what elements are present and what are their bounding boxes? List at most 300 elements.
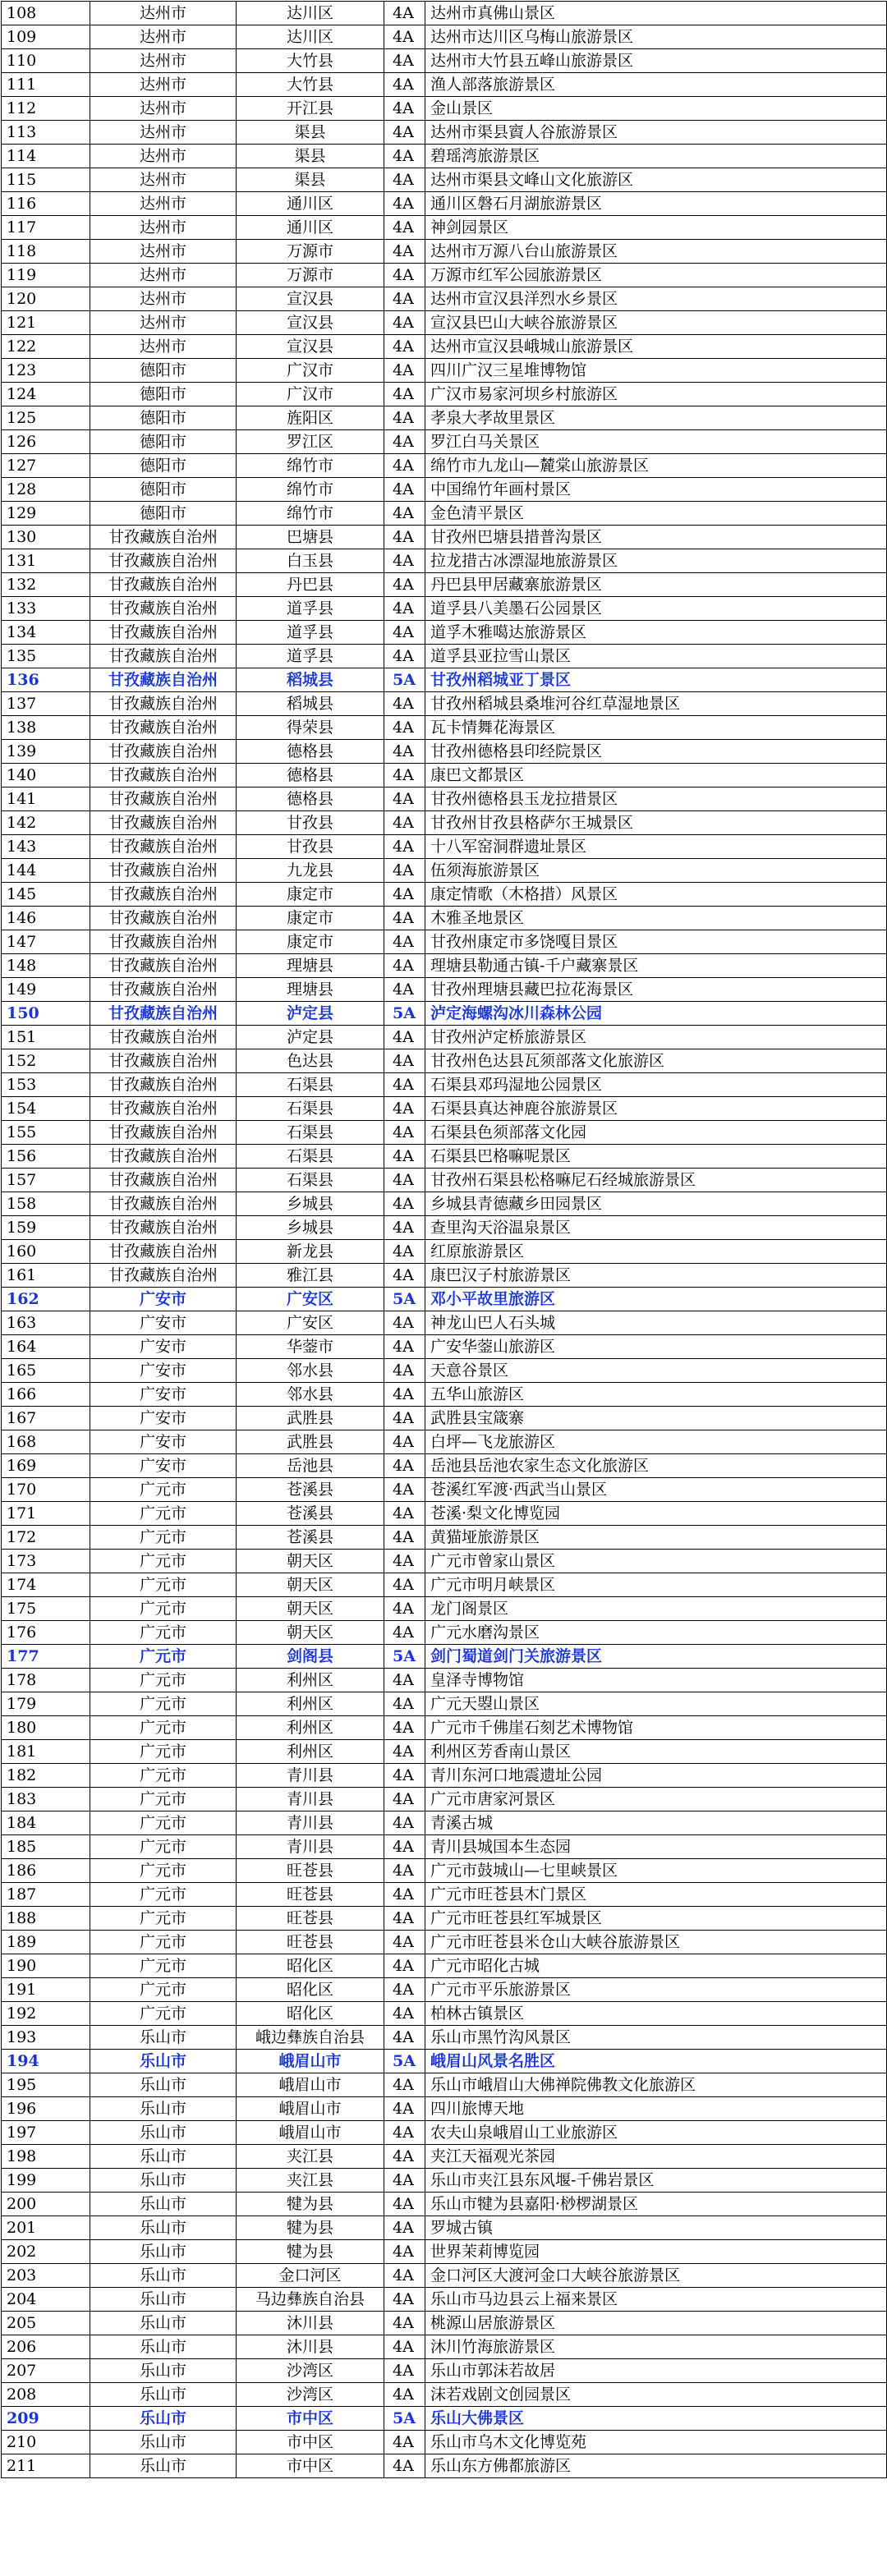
city-cell: 达州市	[90, 2, 237, 25]
scenic-name-cell: 石渠县真达神鹿谷旅游景区	[425, 1097, 887, 1121]
county-cell: 理塘县	[237, 954, 384, 978]
row-number-cell: 131	[2, 549, 90, 573]
row-number-cell: 152	[2, 1049, 90, 1073]
county-cell: 通川区	[237, 216, 384, 240]
scenic-name-cell: 岳池县岳池农家生态文化旅游区	[425, 1454, 887, 1478]
county-cell: 利州区	[237, 1692, 384, 1716]
scenic-name-cell: 黄猫垭旅游景区	[425, 1526, 887, 1550]
level-cell: 4A	[384, 2145, 425, 2169]
scenic-name-cell: 乐山东方佛都旅游区	[425, 2454, 887, 2478]
city-cell: 广元市	[90, 1716, 237, 1740]
table-row	[2, 764, 887, 787]
county-cell: 石渠县	[237, 1121, 384, 1145]
level-cell: 4A	[384, 1835, 425, 1859]
city-cell: 甘孜藏族自治州	[90, 1097, 237, 1121]
level-cell: 4A	[384, 2264, 425, 2288]
table-row	[2, 883, 887, 907]
scenic-name-cell: 苍溪·梨文化博览园	[425, 1502, 887, 1526]
level-cell: 4A	[384, 1931, 425, 1954]
scenic-name-cell: 石渠县巴格嘛呢景区	[425, 1145, 887, 1169]
scenic-name-cell: 石渠县邓玛湿地公园景区	[425, 1073, 887, 1097]
city-cell: 达州市	[90, 49, 237, 73]
county-cell: 旺苍县	[237, 1907, 384, 1931]
county-cell: 沙湾区	[237, 2359, 384, 2383]
county-cell: 邻水县	[237, 1359, 384, 1383]
table-row	[2, 2073, 887, 2097]
city-cell: 广元市	[90, 1621, 237, 1645]
table-row	[2, 1502, 887, 1526]
city-cell: 广安市	[90, 1454, 237, 1478]
row-number-cell: 148	[2, 954, 90, 978]
county-cell: 丹巴县	[237, 573, 384, 597]
county-cell: 大竹县	[237, 73, 384, 97]
table-row	[2, 1311, 887, 1335]
county-cell: 广安区	[237, 1288, 384, 1311]
county-cell: 乡城县	[237, 1192, 384, 1216]
scenic-name-cell: 沐川竹海旅游景区	[425, 2335, 887, 2359]
row-number-cell: 202	[2, 2240, 90, 2264]
level-cell: 4A	[384, 1097, 425, 1121]
county-cell: 万源市	[237, 264, 384, 287]
table-row	[2, 192, 887, 216]
level-cell: 5A	[384, 1288, 425, 1311]
city-cell: 乐山市	[90, 2026, 237, 2050]
level-cell: 4A	[384, 573, 425, 597]
level-cell: 4A	[384, 2312, 425, 2335]
row-number-cell: 133	[2, 597, 90, 621]
table-row	[2, 2454, 887, 2478]
level-cell: 4A	[384, 1478, 425, 1502]
table-row	[2, 1097, 887, 1121]
level-cell: 4A	[384, 2335, 425, 2359]
level-cell: 4A	[384, 2121, 425, 2145]
city-cell: 广安市	[90, 1430, 237, 1454]
row-number-cell: 114	[2, 145, 90, 168]
level-cell: 4A	[384, 1669, 425, 1692]
county-cell: 市中区	[237, 2454, 384, 2478]
table-row	[2, 406, 887, 430]
row-number-cell: 127	[2, 454, 90, 478]
city-cell: 甘孜藏族自治州	[90, 716, 237, 740]
level-cell: 4A	[384, 526, 425, 549]
scenic-name-cell: 甘孜州甘孜县格萨尔王城景区	[425, 811, 887, 835]
city-cell: 达州市	[90, 145, 237, 168]
level-cell: 4A	[384, 502, 425, 526]
level-cell: 4A	[384, 1954, 425, 1978]
level-cell: 4A	[384, 1978, 425, 2002]
county-cell: 沐川县	[237, 2335, 384, 2359]
level-cell: 4A	[384, 1526, 425, 1550]
scenic-name-cell: 丹巴县甲居藏寨旅游景区	[425, 573, 887, 597]
scenic-name-cell: 道孚县亚拉雪山景区	[425, 645, 887, 668]
county-cell: 苍溪县	[237, 1502, 384, 1526]
city-cell: 甘孜藏族自治州	[90, 930, 237, 954]
city-cell: 广元市	[90, 1811, 237, 1835]
scenic-name-cell: 武胜县宝箴寨	[425, 1407, 887, 1430]
table-row	[2, 1907, 887, 1931]
city-cell: 广元市	[90, 1550, 237, 1573]
table-row	[2, 2359, 887, 2383]
county-cell: 昭化区	[237, 1954, 384, 1978]
scenic-name-cell: 桃源山居旅游景区	[425, 2312, 887, 2335]
level-cell: 4A	[384, 883, 425, 907]
city-cell: 乐山市	[90, 2359, 237, 2383]
row-number-cell: 168	[2, 1430, 90, 1454]
scenic-name-cell: 皇泽寺博物馆	[425, 1669, 887, 1692]
county-cell: 泸定县	[237, 1002, 384, 1026]
row-number-cell: 194	[2, 2050, 90, 2073]
city-cell: 广元市	[90, 1669, 237, 1692]
city-cell: 甘孜藏族自治州	[90, 811, 237, 835]
table-row	[2, 1859, 887, 1883]
scenic-name-cell: 道孚县八美墨石公园景区	[425, 597, 887, 621]
county-cell: 稻城县	[237, 692, 384, 716]
table-row	[2, 2383, 887, 2407]
level-cell: 4A	[384, 359, 425, 383]
table-row	[2, 1597, 887, 1621]
county-cell: 稻城县	[237, 668, 384, 692]
table-row	[2, 1740, 887, 1764]
city-cell: 乐山市	[90, 2073, 237, 2097]
table-row	[2, 1288, 887, 1311]
county-cell: 昭化区	[237, 2002, 384, 2026]
city-cell: 甘孜藏族自治州	[90, 668, 237, 692]
scenic-name-cell: 万源市红军公园旅游景区	[425, 264, 887, 287]
row-number-cell: 128	[2, 478, 90, 502]
county-cell: 康定市	[237, 930, 384, 954]
table-row	[2, 97, 887, 121]
row-number-cell: 204	[2, 2288, 90, 2312]
county-cell: 市中区	[237, 2431, 384, 2454]
table-row	[2, 287, 887, 311]
level-cell: 4A	[384, 692, 425, 716]
row-number-cell: 139	[2, 740, 90, 764]
county-cell: 渠县	[237, 121, 384, 145]
level-cell: 4A	[384, 1859, 425, 1883]
level-cell: 4A	[384, 1502, 425, 1526]
table-row	[2, 478, 887, 502]
row-number-cell: 123	[2, 359, 90, 383]
city-cell: 广元市	[90, 1502, 237, 1526]
scenic-name-cell: 查里沟天浴温泉景区	[425, 1216, 887, 1240]
level-cell: 4A	[384, 335, 425, 359]
scenic-name-cell: 达州市渠县文峰山文化旅游区	[425, 168, 887, 192]
city-cell: 广元市	[90, 1764, 237, 1788]
county-cell: 峨眉山市	[237, 2073, 384, 2097]
row-number-cell: 118	[2, 240, 90, 264]
county-cell: 金口河区	[237, 2264, 384, 2288]
row-number-cell: 182	[2, 1764, 90, 1788]
scenic-name-cell: 金山景区	[425, 97, 887, 121]
table-row	[2, 930, 887, 954]
county-cell: 白玉县	[237, 549, 384, 573]
city-cell: 甘孜藏族自治州	[90, 740, 237, 764]
city-cell: 甘孜藏族自治州	[90, 907, 237, 930]
level-cell: 4A	[384, 1883, 425, 1907]
city-cell: 乐山市	[90, 2431, 237, 2454]
county-cell: 德格县	[237, 740, 384, 764]
level-cell: 4A	[384, 1049, 425, 1073]
county-cell: 青川县	[237, 1764, 384, 1788]
table-row	[2, 264, 887, 287]
table-row	[2, 1716, 887, 1740]
level-cell: 4A	[384, 168, 425, 192]
county-cell: 德格县	[237, 764, 384, 787]
row-number-cell: 169	[2, 1454, 90, 1478]
table-row	[2, 2288, 887, 2312]
scenic-name-cell: 达州市真佛山景区	[425, 2, 887, 25]
row-number-cell: 188	[2, 1907, 90, 1931]
county-cell: 宣汉县	[237, 287, 384, 311]
city-cell: 甘孜藏族自治州	[90, 1264, 237, 1288]
row-number-cell: 137	[2, 692, 90, 716]
county-cell: 道孚县	[237, 597, 384, 621]
level-cell: 4A	[384, 1121, 425, 1145]
table-row	[2, 1430, 887, 1454]
scenic-name-cell: 十八军窑洞群遗址景区	[425, 835, 887, 859]
city-cell: 甘孜藏族自治州	[90, 621, 237, 645]
scenic-name-cell: 甘孜州稻城县桑堆河谷红草湿地景区	[425, 692, 887, 716]
row-number-cell: 151	[2, 1026, 90, 1049]
city-cell: 甘孜藏族自治州	[90, 1002, 237, 1026]
scenic-name-cell: 甘孜州德格县印经院景区	[425, 740, 887, 764]
scenic-name-cell: 四川旅博天地	[425, 2097, 887, 2121]
scenic-name-cell: 四川广汉三星堆博物馆	[425, 359, 887, 383]
county-cell: 沐川县	[237, 2312, 384, 2335]
city-cell: 广元市	[90, 1597, 237, 1621]
county-cell: 乡城县	[237, 1216, 384, 1240]
city-cell: 乐山市	[90, 2383, 237, 2407]
table-row	[2, 978, 887, 1002]
table-row	[2, 311, 887, 335]
county-cell: 青川县	[237, 1811, 384, 1835]
row-number-cell: 112	[2, 97, 90, 121]
city-cell: 甘孜藏族自治州	[90, 883, 237, 907]
table-row	[2, 1121, 887, 1145]
city-cell: 广元市	[90, 1907, 237, 1931]
city-cell: 甘孜藏族自治州	[90, 1216, 237, 1240]
row-number-cell: 171	[2, 1502, 90, 1526]
table-row	[2, 1026, 887, 1049]
level-cell: 4A	[384, 764, 425, 787]
county-cell: 石渠县	[237, 1097, 384, 1121]
scenic-name-cell: 甘孜州泸定桥旅游景区	[425, 1026, 887, 1049]
level-cell: 4A	[384, 1145, 425, 1169]
city-cell: 乐山市	[90, 2050, 237, 2073]
county-cell: 犍为县	[237, 2240, 384, 2264]
level-cell: 4A	[384, 2, 425, 25]
county-cell: 广汉市	[237, 383, 384, 406]
scenic-name-cell: 神龙山巴人石头城	[425, 1311, 887, 1335]
level-cell: 4A	[384, 954, 425, 978]
city-cell: 广安市	[90, 1407, 237, 1430]
county-cell: 广汉市	[237, 359, 384, 383]
row-number-cell: 119	[2, 264, 90, 287]
table-row	[2, 1264, 887, 1288]
county-cell: 绵竹市	[237, 502, 384, 526]
scenic-name-cell: 广元市旺苍县红军城景区	[425, 1907, 887, 1931]
level-cell: 4A	[384, 1573, 425, 1597]
row-number-cell: 178	[2, 1669, 90, 1692]
city-cell: 甘孜藏族自治州	[90, 573, 237, 597]
county-cell: 巴塘县	[237, 526, 384, 549]
table-row	[2, 1645, 887, 1669]
row-number-cell: 186	[2, 1859, 90, 1883]
scenic-name-cell: 瓦卡情舞花海景区	[425, 716, 887, 740]
county-cell: 甘孜县	[237, 811, 384, 835]
county-cell: 广安区	[237, 1311, 384, 1335]
scenic-name-cell: 达州市达川区乌梅山旅游景区	[425, 25, 887, 49]
level-cell: 5A	[384, 668, 425, 692]
row-number-cell: 140	[2, 764, 90, 787]
scenic-name-cell: 广元市平乐旅游景区	[425, 1978, 887, 2002]
table-row	[2, 2050, 887, 2073]
city-cell: 甘孜藏族自治州	[90, 549, 237, 573]
table-row	[2, 1359, 887, 1383]
table-row	[2, 692, 887, 716]
city-cell: 广元市	[90, 1835, 237, 1859]
level-cell: 4A	[384, 1454, 425, 1478]
table-row	[2, 1240, 887, 1264]
city-cell: 甘孜藏族自治州	[90, 526, 237, 549]
county-cell: 市中区	[237, 2407, 384, 2431]
scenic-name-cell: 农夫山泉峨眉山工业旅游区	[425, 2121, 887, 2145]
table-row	[2, 1978, 887, 2002]
scenic-name-cell: 广汉市易家河坝乡村旅游区	[425, 383, 887, 406]
city-cell: 达州市	[90, 121, 237, 145]
row-number-cell: 163	[2, 1311, 90, 1335]
scenic-name-cell: 广元市鼓城山—七里峡景区	[425, 1859, 887, 1883]
row-number-cell: 187	[2, 1883, 90, 1907]
row-number-cell: 210	[2, 2431, 90, 2454]
level-cell: 4A	[384, 645, 425, 668]
city-cell: 乐山市	[90, 2335, 237, 2359]
table-row	[2, 2121, 887, 2145]
table-row	[2, 1954, 887, 1978]
scenic-name-cell: 邓小平故里旅游区	[425, 1288, 887, 1311]
level-cell: 5A	[384, 2407, 425, 2431]
scenic-name-cell: 达州市宣汉县洋烈水乡景区	[425, 287, 887, 311]
scenic-name-cell: 乐山市郭沫若故居	[425, 2359, 887, 2383]
table-body	[2, 2, 887, 2478]
row-number-cell: 172	[2, 1526, 90, 1550]
row-number-cell: 201	[2, 2216, 90, 2240]
row-number-cell: 162	[2, 1288, 90, 1311]
city-cell: 达州市	[90, 216, 237, 240]
scenic-name-cell: 伍须海旅游景区	[425, 859, 887, 883]
scenic-name-cell: 甘孜州德格县玉龙拉措景区	[425, 787, 887, 811]
row-number-cell: 153	[2, 1073, 90, 1097]
table-row	[2, 2216, 887, 2240]
scenic-name-cell: 乐山市黑竹沟风景区	[425, 2026, 887, 2050]
level-cell: 4A	[384, 1811, 425, 1835]
city-cell: 广元市	[90, 1978, 237, 2002]
scenic-name-cell: 广元市旺苍县米仓山大峡谷旅游景区	[425, 1931, 887, 1954]
county-cell: 岳池县	[237, 1454, 384, 1478]
county-cell: 邻水县	[237, 1383, 384, 1407]
table-row	[2, 1550, 887, 1573]
county-cell: 犍为县	[237, 2193, 384, 2216]
county-cell: 苍溪县	[237, 1478, 384, 1502]
row-number-cell: 144	[2, 859, 90, 883]
scenic-name-cell: 利州区芳香南山景区	[425, 1740, 887, 1764]
row-number-cell: 141	[2, 787, 90, 811]
table-row	[2, 859, 887, 883]
table-row	[2, 954, 887, 978]
county-cell: 武胜县	[237, 1430, 384, 1454]
row-number-cell: 167	[2, 1407, 90, 1430]
scenic-name-cell: 乐山市犍为县嘉阳·桫椤湖景区	[425, 2193, 887, 2216]
level-cell: 4A	[384, 1692, 425, 1716]
scenic-name-cell: 康巴文都景区	[425, 764, 887, 787]
table-row	[2, 1192, 887, 1216]
city-cell: 达州市	[90, 192, 237, 216]
level-cell: 4A	[384, 1621, 425, 1645]
county-cell: 达川区	[237, 2, 384, 25]
county-cell: 峨边彝族自治县	[237, 2026, 384, 2050]
city-cell: 甘孜藏族自治州	[90, 1073, 237, 1097]
scenic-name-cell: 沫若戏剧文创园景区	[425, 2383, 887, 2407]
city-cell: 德阳市	[90, 454, 237, 478]
table-row	[2, 1692, 887, 1716]
scenic-name-cell: 木雅圣地景区	[425, 907, 887, 930]
county-cell: 夹江县	[237, 2145, 384, 2169]
table-row	[2, 1145, 887, 1169]
level-cell: 4A	[384, 2431, 425, 2454]
row-number-cell: 199	[2, 2169, 90, 2193]
county-cell: 康定市	[237, 883, 384, 907]
level-cell: 4A	[384, 978, 425, 1002]
city-cell: 广元市	[90, 1859, 237, 1883]
row-number-cell: 125	[2, 406, 90, 430]
city-cell: 德阳市	[90, 406, 237, 430]
table-row	[2, 2240, 887, 2264]
level-cell: 4A	[384, 216, 425, 240]
level-cell: 4A	[384, 1430, 425, 1454]
scenic-name-cell: 广元水磨沟景区	[425, 1621, 887, 1645]
city-cell: 广元市	[90, 1883, 237, 1907]
city-cell: 广元市	[90, 1931, 237, 1954]
row-number-cell: 132	[2, 573, 90, 597]
table-row	[2, 549, 887, 573]
table-row	[2, 216, 887, 240]
table-row	[2, 1835, 887, 1859]
city-cell: 甘孜藏族自治州	[90, 764, 237, 787]
scenic-name-cell: 广元市旺苍县木门景区	[425, 1883, 887, 1907]
city-cell: 甘孜藏族自治州	[90, 1169, 237, 1192]
scenic-name-cell: 金色清平景区	[425, 502, 887, 526]
row-number-cell: 126	[2, 430, 90, 454]
row-number-cell: 181	[2, 1740, 90, 1764]
county-cell: 道孚县	[237, 645, 384, 668]
row-number-cell: 146	[2, 907, 90, 930]
scenic-name-cell: 康巴汉子村旅游景区	[425, 1264, 887, 1288]
row-number-cell: 158	[2, 1192, 90, 1216]
level-cell: 4A	[384, 859, 425, 883]
row-number-cell: 145	[2, 883, 90, 907]
table-row	[2, 2002, 887, 2026]
level-cell: 4A	[384, 1169, 425, 1192]
level-cell: 4A	[384, 2193, 425, 2216]
row-number-cell: 116	[2, 192, 90, 216]
city-cell: 达州市	[90, 311, 237, 335]
city-cell: 乐山市	[90, 2454, 237, 2478]
level-cell: 4A	[384, 549, 425, 573]
city-cell: 乐山市	[90, 2097, 237, 2121]
row-number-cell: 157	[2, 1169, 90, 1192]
row-number-cell: 165	[2, 1359, 90, 1383]
county-cell: 得荣县	[237, 716, 384, 740]
